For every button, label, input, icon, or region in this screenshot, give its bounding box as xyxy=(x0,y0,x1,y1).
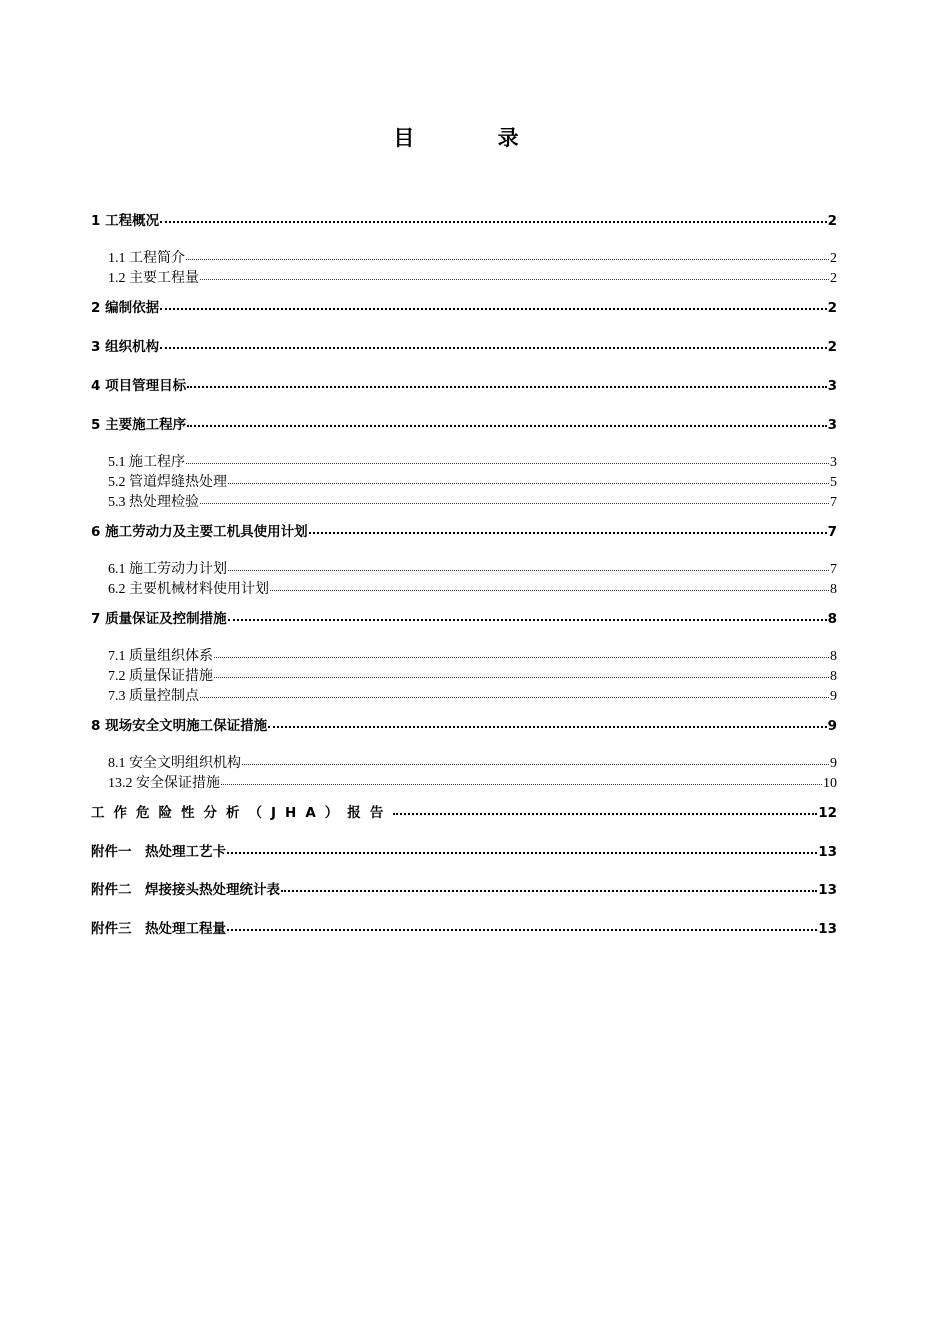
toc-page-number: 9 xyxy=(830,689,837,704)
toc-page-number: 2 xyxy=(830,251,837,266)
toc-page-number: 8 xyxy=(830,649,837,664)
toc-entry[interactable] xyxy=(91,451,837,471)
toc-entry[interactable] xyxy=(91,374,837,394)
toc-page-number: 8 xyxy=(830,582,837,597)
toc-entry-text: 附件三 热处理工程量 xyxy=(91,921,226,937)
toc-page-number: 12 xyxy=(818,805,837,821)
page-title: 目 录 xyxy=(393,126,557,150)
toc-page-number: 2 xyxy=(827,300,837,316)
toc-entry[interactable] xyxy=(91,335,837,355)
toc-page-number: 3 xyxy=(827,378,837,394)
toc-entry-text: 8 现场安全文明施工保证措施 xyxy=(91,718,268,734)
toc-leader-dots xyxy=(281,890,817,892)
toc-entry[interactable] xyxy=(91,607,837,627)
toc-page-number: 2 xyxy=(830,271,837,286)
toc-entry[interactable] xyxy=(91,878,837,898)
toc-entry[interactable] xyxy=(91,296,837,316)
toc-page-number: 3 xyxy=(830,455,837,470)
toc-entry[interactable] xyxy=(91,752,837,772)
toc-entry-text: 7.2 质量保证措施 xyxy=(108,669,213,684)
toc-entry[interactable] xyxy=(91,645,837,665)
toc-entry[interactable] xyxy=(91,247,837,267)
toc-page-number: 9 xyxy=(827,718,837,734)
toc-leader-dots xyxy=(214,677,829,678)
toc-page-number: 13 xyxy=(818,844,837,860)
toc-entry[interactable] xyxy=(91,772,837,792)
toc-leader-dots xyxy=(200,697,829,698)
toc-entry-text: 8.1 安全文明组织机构 xyxy=(108,756,241,771)
toc-page-number: 7 xyxy=(830,495,837,510)
toc-entry[interactable] xyxy=(91,665,837,685)
toc-leader-dots xyxy=(228,483,829,484)
toc-leader-dots xyxy=(160,347,827,349)
toc-entry-text: 5.3 热处理检验 xyxy=(108,495,199,510)
toc-entry[interactable] xyxy=(91,413,837,433)
toc-page-number: 2 xyxy=(827,339,837,355)
toc-entry-text: 附件一 热处理工艺卡 xyxy=(91,844,226,860)
toc-leader-dots xyxy=(214,657,829,658)
toc-entry-text: 附件二 焊接接头热处理统计表 xyxy=(91,882,280,898)
toc-entry[interactable] xyxy=(91,558,837,578)
toc-entry[interactable] xyxy=(91,917,837,937)
toc-entry-text: 1.2 主要工程量 xyxy=(108,271,199,286)
toc-entry-text: 工作危险性分析（JHA）报告 xyxy=(91,805,393,821)
toc-page-number: 9 xyxy=(830,756,837,771)
toc-page-number: 7 xyxy=(830,562,837,577)
toc-entry[interactable] xyxy=(91,491,837,511)
toc-entry[interactable] xyxy=(91,471,837,491)
toc-leader-dots xyxy=(187,425,827,427)
toc-leader-dots xyxy=(268,726,827,728)
toc-leader-dots xyxy=(160,308,827,310)
toc-leader-dots xyxy=(187,386,827,388)
toc-leader-dots xyxy=(200,503,829,504)
toc-entry[interactable] xyxy=(91,714,837,734)
toc-leader-dots xyxy=(186,463,829,464)
toc-entry[interactable] xyxy=(91,685,837,705)
toc-page-number: 8 xyxy=(830,669,837,684)
toc-leader-dots xyxy=(270,590,829,591)
toc-page-number: 3 xyxy=(827,417,837,433)
toc-leader-dots xyxy=(227,852,817,854)
toc-entry-text: 5.1 施工程序 xyxy=(108,455,185,470)
toc-entry[interactable] xyxy=(91,801,837,821)
toc-entry-text: 7.3 质量控制点 xyxy=(108,689,199,704)
toc-entry-text: 4 项目管理目标 xyxy=(91,378,187,394)
toc-page-number: 7 xyxy=(827,524,837,540)
toc-leader-dots xyxy=(186,259,829,260)
toc-entry-text: 6 施工劳动力及主要工机具使用计划 xyxy=(91,524,308,540)
toc-leader-dots xyxy=(228,570,829,571)
toc-leader-dots xyxy=(228,619,827,621)
toc-entry-text: 2 编制依据 xyxy=(91,300,160,316)
toc-leader-dots xyxy=(227,929,817,931)
toc-entry-text: 5 主要施工程序 xyxy=(91,417,187,433)
toc-entry[interactable] xyxy=(91,267,837,287)
toc-entry[interactable] xyxy=(91,840,837,860)
toc-entry-text: 7.1 质量组织体系 xyxy=(108,649,213,664)
toc-entry[interactable] xyxy=(91,578,837,598)
toc-entry[interactable] xyxy=(91,209,837,229)
toc-leader-dots xyxy=(393,813,817,815)
toc-leader-dots xyxy=(309,532,827,534)
toc-page-number: 13 xyxy=(818,921,837,937)
toc-page-number: 5 xyxy=(830,475,837,490)
toc-page-number: 2 xyxy=(827,213,837,229)
toc-entry[interactable] xyxy=(91,520,837,540)
toc-entry-text: 5.2 管道焊缝热处理 xyxy=(108,475,227,490)
toc-entry-text: 6.2 主要机械材料使用计划 xyxy=(108,582,269,597)
toc-entry-text: 1 工程概况 xyxy=(91,213,160,229)
toc-entry-text: 3 组织机构 xyxy=(91,339,160,355)
toc-leader-dots xyxy=(200,279,829,280)
toc-page-number: 13 xyxy=(818,882,837,898)
toc-leader-dots xyxy=(160,221,827,223)
toc-entry-text: 13.2 安全保证措施 xyxy=(108,776,220,791)
toc-leader-dots xyxy=(221,784,822,785)
toc-entry-text: 1.1 工程简介 xyxy=(108,251,185,266)
toc-page-number: 10 xyxy=(823,776,837,791)
toc-page-number: 8 xyxy=(827,611,837,627)
toc-entry-text: 7 质量保证及控制措施 xyxy=(91,611,227,627)
toc-leader-dots xyxy=(242,764,829,765)
toc-entry-text: 6.1 施工劳动力计划 xyxy=(108,562,227,577)
